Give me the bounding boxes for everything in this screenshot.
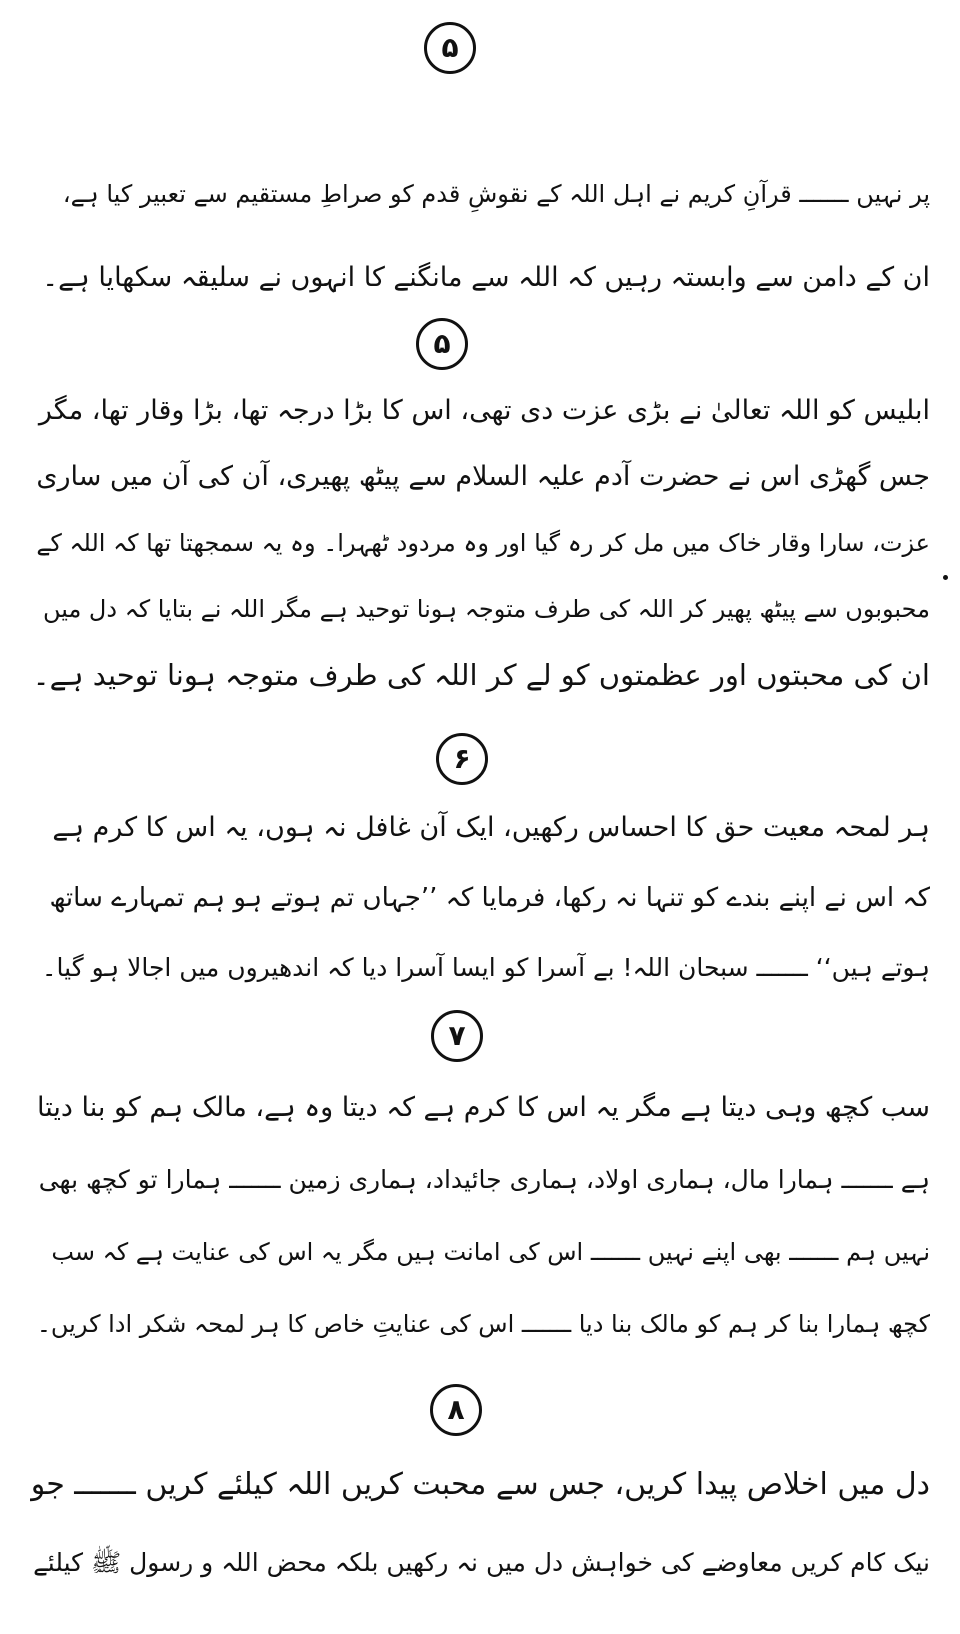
text-line: ہے ـــــــ ہمارا مال، ہماری اولاد، ہماری جائیداد، ہماری زمین ـــــــ ہمارا تو کچھ بھی [38, 1165, 930, 1194]
text-line: عزت، سارا وقار خاک میں مل کر رہ گیا اور وہ مردود ٹھہرا۔ وہ یہ سمجھتا تھا کہ اللہ کے [36, 529, 930, 557]
paragraph-section-6 [30, 793, 930, 1003]
section-marker-8: ۸ [430, 1384, 482, 1436]
text-line: سب کچھ وہی دیتا ہے مگر یہ اس کا کرم ہے کہ دیتا وہ ہے، مالک ہم کو بنا دیتا [37, 1092, 930, 1123]
section-marker-7: ۷ [431, 1010, 483, 1062]
paragraph-section-8 [30, 1446, 930, 1602]
paragraph-continuation [30, 152, 930, 320]
section-marker-6: ۶ [436, 733, 488, 785]
text-line: ان کے دامن سے وابستہ رہیں کہ اللہ سے مانگنے کا انہوں نے سلیقہ سکھایا ہے۔ [42, 262, 930, 293]
margin-dot [943, 575, 948, 580]
text-line: جس گھڑی اس نے حضرت آدم علیہ السلام سے پیٹھ پھیری، آن کی آن میں ساری [36, 461, 930, 492]
text-line: دل میں اخلاص پیدا کریں، جس سے محبت کریں اللہ کیلئے کریں ـــــــ جو [30, 1467, 930, 1502]
text-line: ہوتے ہیں‘‘ ـــــــ سبحان اللہ! بے آسرا کو ایسا آسرا دیا کہ اندھیروں میں اجالا ہو گیا۔ [41, 953, 930, 982]
text-line: پر نہیں ـــــــ قرآنِ کریم نے اہل اللہ کے نقوشِ قدم کو صراطِ مستقیم سے تعبیر کیا ہے، [62, 180, 930, 208]
text-line: ابلیس کو اللہ تعالیٰ نے بڑی عزت دی تھی، اس کا بڑا درجہ تھا، بڑا وقار تھا، مگر [38, 395, 930, 426]
page-number-badge: ۵ [424, 22, 476, 74]
section-marker-5: ۵ [416, 318, 468, 370]
text-line: کہ اس نے اپنے بندے کو تنہا نہ رکھا، فرمایا کہ ’’جہاں تم ہوتے ہو ہم تمہارے ساتھ [49, 883, 930, 913]
text-line: نیک کام کریں معاوضے کی خواہش دل میں نہ رکھیں بلکہ محض اللہ و رسول ﷺ کیلئے [33, 1548, 930, 1577]
text-line: ہر لمحہ معیت حق کا احساس رکھیں، ایک آن غافل نہ ہوں، یہ اس کا کرم ہے [52, 812, 930, 843]
text-line: محبوبوں سے پیٹھ پھیر کر اللہ کی طرف متوجہ ہونا توحید ہے مگر اللہ نے بتایا کہ دل میں [42, 595, 930, 623]
text-line: نہیں ہم ـــــــ بھی اپنے نہیں ـــــــ اس کی امانت ہیں مگر یہ اس کی عنایت ہے کہ سب [51, 1238, 930, 1266]
paragraph-section-5 [30, 378, 930, 708]
paragraph-section-7 [30, 1072, 930, 1360]
text-line: ان کی محبتوں اور عظمتوں کو لے کر اللہ کی طرف متوجہ ہونا توحید ہے۔ [32, 658, 930, 692]
text-line: کچھ ہمارا بنا کر ہم کو مالک بنا دیا ـــــــ اس کی عنایتِ خاص کا ہر لمحہ شکر ادا کریں۔ [36, 1310, 930, 1338]
